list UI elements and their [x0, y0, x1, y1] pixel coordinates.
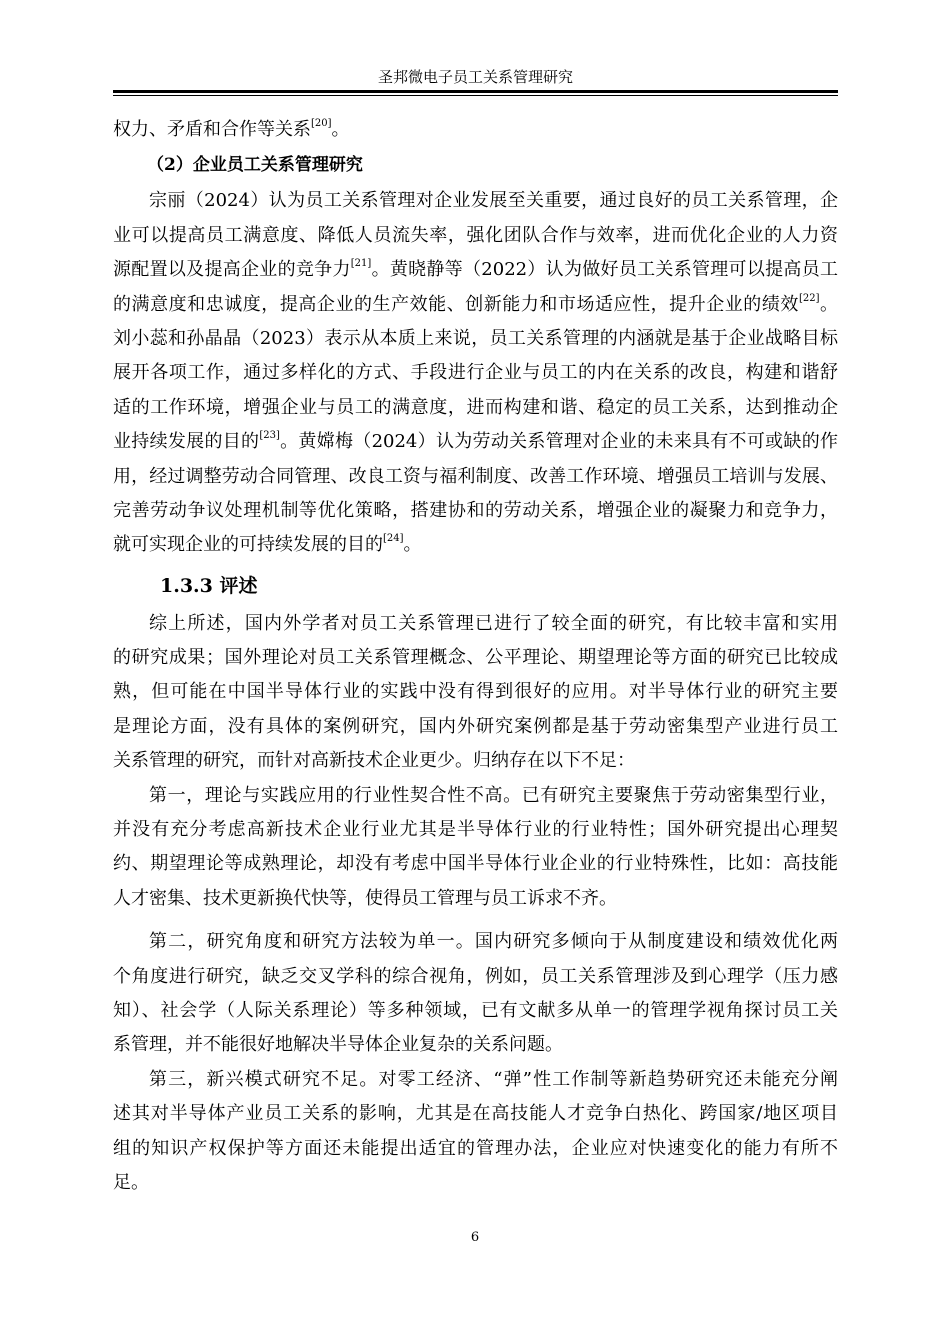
text-segment: 展开各项工作，通过多样化的方式、手段进行企业与员工的内在关系的改良，构建和谐舒: [113, 362, 838, 384]
text-line: [113, 1097, 838, 1131]
paragraph: [113, 925, 838, 1063]
section-heading: 1.3.3 评述: [160, 574, 258, 597]
text-line: [113, 710, 838, 744]
text-segment: 宗丽（2024）认为员工关系管理对企业发展至关重要，通过良好的员工关系管理，企: [149, 190, 838, 212]
text-segment: 人才密集、技术更新换代快等，使得员工管理与员工诉求不齐。: [113, 887, 617, 909]
text-segment: 的研究成果；国外理论对员工关系管理概念、公平理论、期望理论等方面的研究已比较成: [113, 647, 838, 669]
text-segment: 第二，研究角度和研究方法较为单一。国内研究多倾向于从制度建设和绩效优化两: [149, 931, 838, 953]
text-line: [113, 288, 838, 322]
text-segment: 业可以提高员工满意度、降低人员流失率，强化团队合作与效率，进而优化企业的人力资: [113, 224, 838, 246]
text-segment: 第三，新兴模式研究不足。对零工经济、“弹”性工作制等新趋势研究还未能充分阐: [149, 1068, 838, 1090]
text-line: [113, 925, 838, 959]
text-segment: 业持续发展的目的: [113, 431, 260, 453]
paragraph: [113, 184, 838, 562]
text-line: [113, 607, 838, 641]
text-segment: 。黄晓静等（2022）认为做好员工关系管理可以提高员工: [371, 259, 838, 281]
header-rule-thick: [113, 90, 838, 93]
text-segment: 就可实现企业的可持续发展的目的: [113, 534, 383, 556]
text-line: [113, 813, 838, 847]
text-segment: 是理论方面，没有具体的案例研究，国内外研究案例都是基于劳动密集型产业进行员工: [113, 715, 838, 737]
citation-ref: [21]: [350, 258, 372, 270]
paragraph: [113, 607, 838, 779]
text-segment: 。: [819, 293, 839, 315]
text-line: [113, 113, 838, 147]
citation-ref: [24]: [383, 533, 404, 545]
text-segment: 综上所述，国内外学者对员工关系管理已进行了较全面的研究，有比较丰富和实用: [149, 612, 838, 634]
text-line: [113, 494, 838, 528]
text-line: [113, 960, 838, 994]
paragraph: [113, 113, 838, 147]
text-segment: 系管理，并不能很好地解决半导体企业复杂的关系问题。: [113, 1034, 563, 1056]
text-line: [113, 1132, 838, 1166]
text-line: [113, 322, 838, 356]
section-heading: （2）企业员工关系管理研究: [147, 155, 363, 176]
text-segment: 完善劳动争议处理机制等优化策略，搭建协和的劳动关系，增强企业的凝聚力和竞争力，: [113, 499, 838, 521]
text-line: [113, 675, 838, 709]
text-line: [113, 460, 838, 494]
text-line: [113, 744, 838, 778]
paragraph: [113, 1063, 838, 1201]
text-segment: 。: [403, 534, 422, 556]
text-segment: 约、期望理论等成熟理论，却没有考虑中国半导体行业企业的行业特殊性，比如：高技能: [113, 853, 838, 875]
text-segment: 第一，理论与实践应用的行业性契合性不高。已有研究主要聚焦于劳动密集型行业，: [149, 784, 838, 806]
text-line: [113, 528, 838, 562]
text-line: [113, 184, 838, 218]
running-header: 圣邦微电子员工关系管理研究: [377, 68, 573, 86]
citation-ref: [22]: [798, 292, 820, 304]
citation-ref: [23]: [259, 430, 280, 442]
text-segment: 熟，但可能在中国半导体行业的实践中没有得到很好的应用。对半导体行业的研究主要: [113, 681, 838, 703]
text-segment: 。黄嫦梅（2024）认为劳动关系管理对企业的未来具有不可或缺的作: [279, 431, 839, 453]
document-body: [113, 113, 838, 1200]
text-segment: 用，经过调整劳动合同管理、改良工资与福利制度、改善工作环境、增强员工培训与发展、: [113, 465, 838, 487]
text-segment: 适的工作环境，增强企业与员工的满意度，进而构建和谐、稳定的员工关系，达到推动企: [113, 396, 838, 418]
text-segment: 足。: [113, 1171, 149, 1193]
text-segment: 刘小蕊和孙晶晶（2023）表示从本质上来说，员工关系管理的内涵就是基于企业战略目标: [113, 327, 838, 349]
text-line: [113, 425, 838, 459]
text-segment: 述其对半导体产业员工关系的影响，尤其是在高技能人才竞争白热化、跨国家/地区项目: [113, 1103, 838, 1125]
text-line: [113, 1028, 838, 1062]
text-line: [113, 882, 838, 916]
header-rule-thin: [113, 95, 838, 96]
text-line: [113, 779, 838, 813]
text-line: [113, 994, 838, 1028]
text-line: [113, 253, 838, 287]
text-segment: 个角度进行研究，缺乏交叉学科的综合视角，例如，员工关系管理涉及到心理学（压力感: [113, 965, 838, 987]
text-line: [113, 391, 838, 425]
text-line: [113, 847, 838, 881]
text-line: [113, 356, 838, 390]
text-line: [113, 219, 838, 253]
text-segment: 。: [331, 119, 350, 140]
text-segment: 的满意度和忠诚度，提高企业的生产效能、创新能力和市场适应性，提升企业的绩效: [113, 293, 799, 315]
text-segment: 并没有充分考虑高新技术企业行业尤其是半导体行业的行业特性；国外研究提出心理契: [113, 819, 838, 841]
text-line: [113, 1166, 838, 1200]
text-segment: 权力、矛盾和合作等关系: [113, 119, 311, 140]
text-line: [113, 641, 838, 675]
text-segment: 关系管理的研究，而针对高新技术企业更少。归纳存在以下不足：: [113, 750, 635, 772]
text-segment: 组的知识产权保护等方面还未能提出适宜的管理办法，企业应对快速变化的能力有所不: [113, 1137, 838, 1159]
page-number: 6: [470, 1230, 480, 1245]
citation-ref: [20]: [311, 118, 332, 129]
text-line: [113, 1063, 838, 1097]
text-segment: 源配置以及提高企业的竞争力: [113, 259, 351, 281]
paragraph: [113, 779, 838, 917]
text-segment: 知）、社会学（人际关系理论）等多种领域，已有文献多从单一的管理学视角探讨员工关: [113, 999, 838, 1021]
